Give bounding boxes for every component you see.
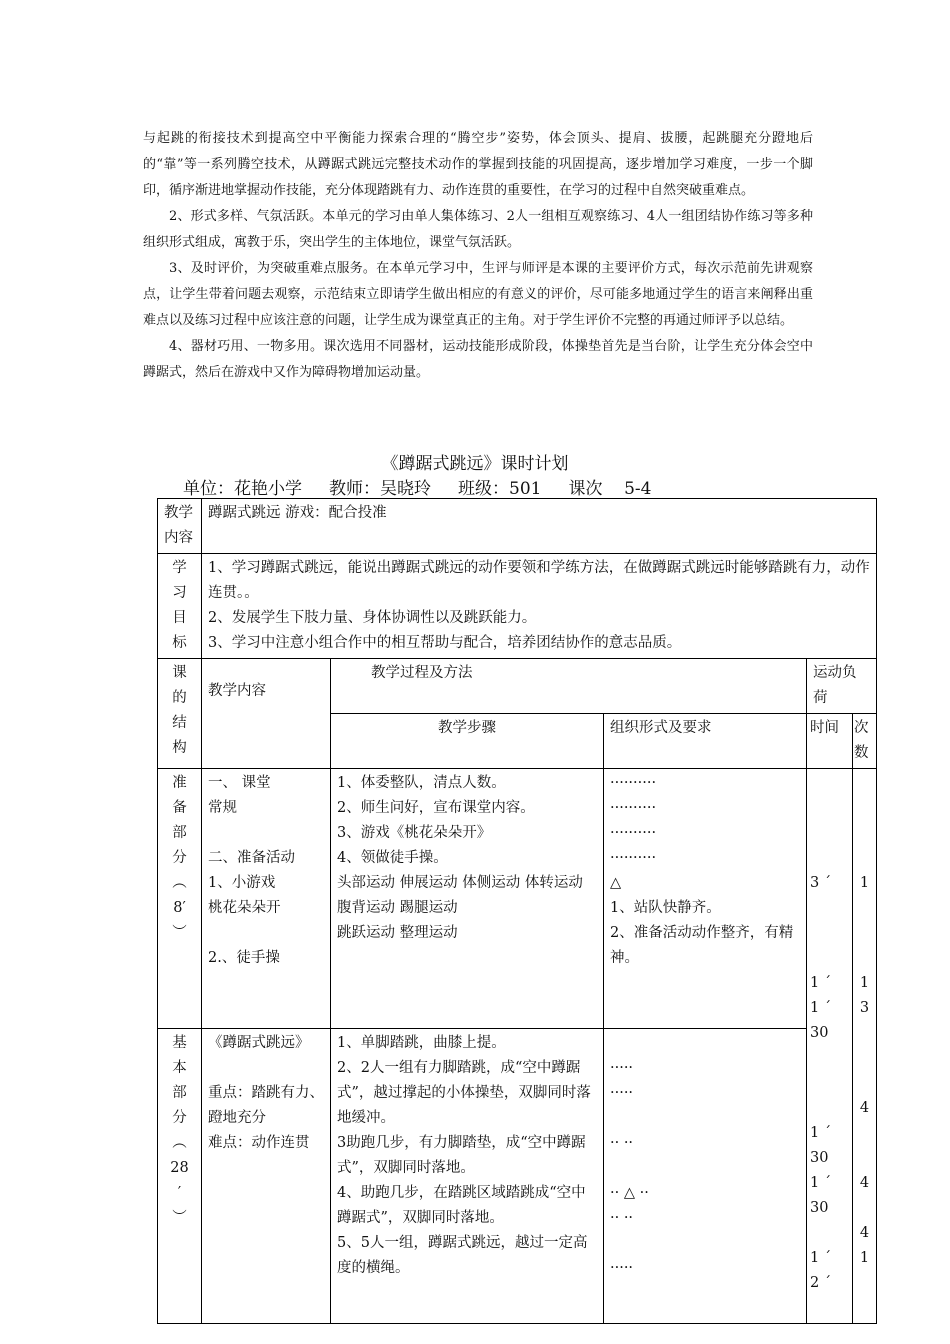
table-row (158, 769, 877, 1029)
time-header-cell: 时间 (807, 714, 853, 769)
content-label-cell: 教学内容 (158, 499, 202, 554)
goal-item: 3、学习中注意小组合作中的相互帮助与配合，培养团结协作的意志品质。 (208, 635, 682, 651)
basic-content-cell: 《蹲踞式跳远》 重点：踏跳有力、蹬地充分 难点：动作连贯 (202, 1029, 331, 1324)
lesson-plan-table (157, 498, 877, 1324)
prep-label-cell: 准 备 部 分 ︵ 8′ ︶ (158, 769, 202, 1029)
table-row (158, 1029, 877, 1324)
prep-content-cell: 一、 课堂 常规 二、准备活动 1、小游戏 桃花朵朵开 2.、徒手操 (202, 769, 331, 1029)
goal-item: 2、发展学生下肢力量、身体协调性以及跳跃能力。 (208, 610, 537, 626)
org-header-cell: 组织形式及要求 (604, 714, 807, 769)
goal-item: 1、学习蹲踞式跳远，能说出蹲踞式跳远的动作要领和学练方法，在做蹲踞式跳远时能够踏跳有力，动作连贯。。 (208, 560, 870, 601)
table-row (158, 499, 877, 554)
intro-text (143, 126, 813, 386)
structure-header-cell: 课 的 结 构 (158, 659, 202, 769)
intro-paragraph: 2、形式多样、气氛活跃。本单元的学习由单人集体练习、2人一组相互观察练习、4人一组团结协作练习等多种组织形式组成，寓教于乐，突出学生的主体地位，课堂气氛活跃。 (143, 209, 813, 250)
count-header-cell: 次数 (853, 714, 877, 769)
document-title: 《蹲踞式跳远》课时计划 (381, 454, 569, 474)
table-row (158, 554, 877, 659)
goals-cell (202, 554, 877, 659)
intro-paragraph: 与起跳的衔接技术到提高空中平衡能力探索合理的“腾空步”姿势，体会顶头、提肩、拔腰，起跳腿充分蹬地后的“靠”等一系列腾空技术，从蹲踞式跳远完整技术动作的掌握到技能的巩固提高，逐步增加学习难度，一步一个脚印，循序渐进地掌握动作技能，充分体现踏跳有力、动作连贯的重要性，在学习的过程中自然突破重难点。 (143, 131, 813, 198)
content-header-cell: 教学内容 (202, 659, 331, 769)
basic-label-cell: 基 本 部 分 ︵ 28 ′ ︶ (158, 1029, 202, 1324)
intro-paragraph: 3、及时评价，为突破重难点服务。在本单元学习中，生评与师评是本课的主要评价方式，每次示范前先讲观察点，让学生带着问题去观察，示范结束立即请学生做出相应的有意义的评价，尽可能多地通过学生的语言来阐释出重难点以及练习过程中应该注意的问题，让学生成为课堂真正的主角。对于学生评价不完整的再通过师评予以总结。 (143, 261, 813, 328)
process-header-cell: 教学过程及方法 (331, 659, 807, 714)
intro-paragraph: 4、器材巧用、一物多用。课次选用不同器材，运动技能形成阶段，体操垫首先是当台阶，让学生充分体会空中蹲踞式，然后在游戏中又作为障碍物增加运动量。 (143, 339, 813, 380)
basic-org-cell: ····· ····· ·· ·· ·· △ ·· ·· ·· ····· (604, 1029, 807, 1324)
prep-steps-cell: 1、体委整队，清点人数。 2、师生问好，宣布课堂内容。 3、游戏《桃花朵朵开》 4、领做徒手操。 头部运动 伸展运动 体侧运动 体转运动 腹背运动 踢腿运动 跳跃运动 整理运动 (331, 769, 604, 1029)
load-header-cell: 运动负荷 (807, 659, 877, 714)
steps-header-cell: 教学步骤 (331, 714, 604, 769)
prep-org-cell: ·········· ·········· ·········· ·········· △ 1、站队快静齐。 2、准备活动动作整齐，有精神。 (604, 769, 807, 1029)
count-cell: 1 1 3 4 4 4 1 (853, 769, 877, 1324)
table-row (158, 659, 877, 714)
unit-info-line: 单位：花艳小学 教师：吴晓玲 班级：501 课次 5-4 (183, 479, 652, 499)
time-cell: 3 ´ 1 ´ 1 ´ 30 1 ´ 30 1 ´ 30 1 ´ 2 ´ (807, 769, 853, 1324)
basic-steps-cell: 1、单脚踏跳，曲膝上提。 2、2人一组有力脚踏跳，成“空中蹲踞式”，越过撑起的小体操垫，双脚同时落地缓冲。 3助跑几步，有力脚踏垫，成“空中蹲踞式”，双脚同时落地。 4、助跑几步，在踏跳区域踏跳成“空中蹲踞式”，双脚同时落地。 5、5人一组，蹲踞式跳远，越过一定高度的横绳。 (331, 1029, 604, 1324)
content-value-cell: 蹲踞式跳远 游戏：配合投准 (202, 499, 877, 554)
goals-label-cell: 学 习 目 标 (158, 554, 202, 659)
